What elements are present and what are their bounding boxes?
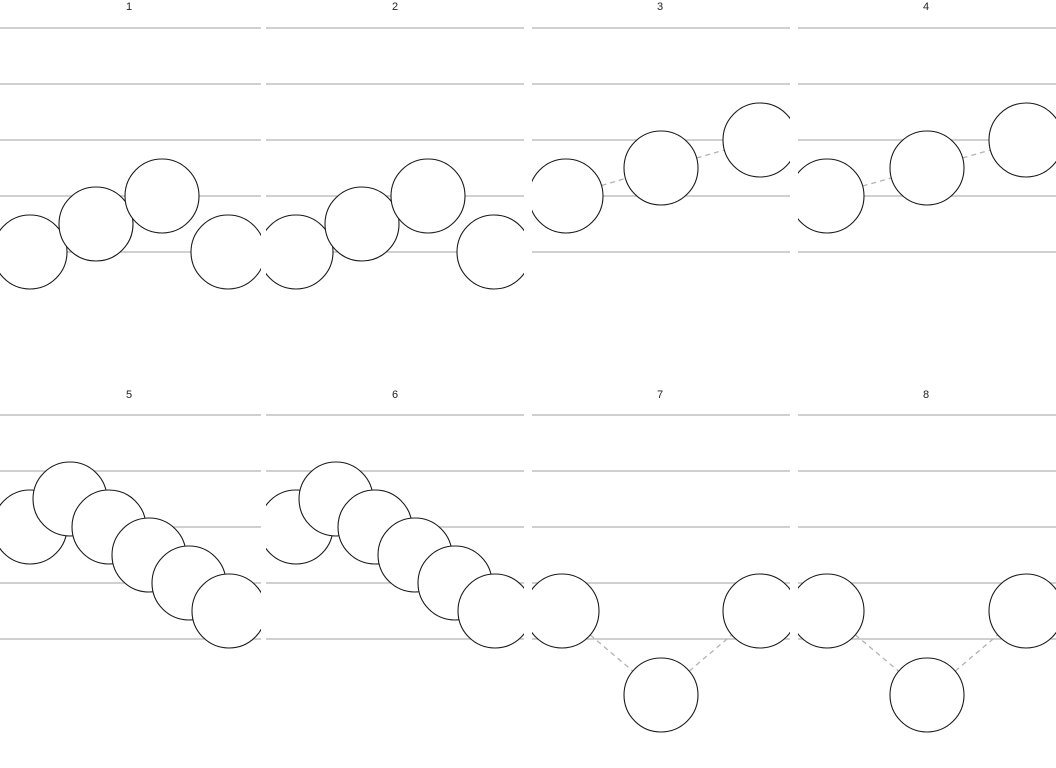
note-circle bbox=[59, 187, 133, 261]
panel-body bbox=[259, 28, 531, 289]
note-circle bbox=[325, 187, 399, 261]
note-circle bbox=[989, 574, 1056, 648]
connector-line bbox=[689, 635, 732, 671]
note-circle bbox=[391, 159, 465, 233]
panel-title: 6 bbox=[391, 389, 399, 401]
panel-2 bbox=[259, 1, 531, 289]
note-circle bbox=[457, 215, 531, 289]
note-circle bbox=[790, 574, 864, 648]
note-circle bbox=[890, 131, 964, 205]
panel-3 bbox=[529, 1, 797, 252]
panel-6 bbox=[259, 389, 532, 648]
panel-body bbox=[529, 28, 797, 252]
note-circle bbox=[259, 215, 333, 289]
note-circle bbox=[191, 215, 265, 289]
panel-title: 2 bbox=[391, 1, 399, 13]
note-circle bbox=[723, 574, 797, 648]
connector-line bbox=[590, 635, 633, 671]
connector-line bbox=[955, 635, 998, 671]
panel-title: 8 bbox=[922, 389, 930, 401]
panel-8 bbox=[790, 389, 1056, 732]
panel-7 bbox=[525, 389, 797, 732]
panel-title: 1 bbox=[125, 1, 133, 13]
note-circle bbox=[192, 574, 266, 648]
panel-title: 7 bbox=[656, 389, 664, 401]
connector-line bbox=[697, 150, 725, 158]
note-circle bbox=[890, 658, 964, 732]
note-circle bbox=[624, 658, 698, 732]
note-circle bbox=[125, 159, 199, 233]
connector-line bbox=[963, 150, 991, 158]
panel-body bbox=[259, 415, 532, 648]
note-circle bbox=[723, 103, 797, 177]
panel-5 bbox=[0, 389, 266, 648]
note-circle bbox=[790, 159, 864, 233]
panel-title: 5 bbox=[125, 389, 133, 401]
connector-line bbox=[855, 635, 898, 671]
note-circle bbox=[0, 215, 67, 289]
panel-body bbox=[0, 415, 266, 648]
note-circle bbox=[525, 574, 599, 648]
note-circle bbox=[529, 159, 603, 233]
panels-layer bbox=[0, 1, 1056, 732]
panel-body bbox=[790, 28, 1056, 252]
panel-body bbox=[525, 415, 797, 732]
panel-body bbox=[0, 28, 265, 289]
note-circle bbox=[624, 131, 698, 205]
panel-title: 3 bbox=[656, 1, 664, 13]
panel-4 bbox=[790, 1, 1056, 252]
connector-line bbox=[601, 178, 625, 185]
panel-body bbox=[790, 415, 1056, 732]
panel-title: 4 bbox=[922, 1, 930, 13]
note-circle bbox=[989, 103, 1056, 177]
connector-line bbox=[863, 178, 892, 186]
panel-1 bbox=[0, 1, 265, 289]
note-circle bbox=[458, 574, 532, 648]
